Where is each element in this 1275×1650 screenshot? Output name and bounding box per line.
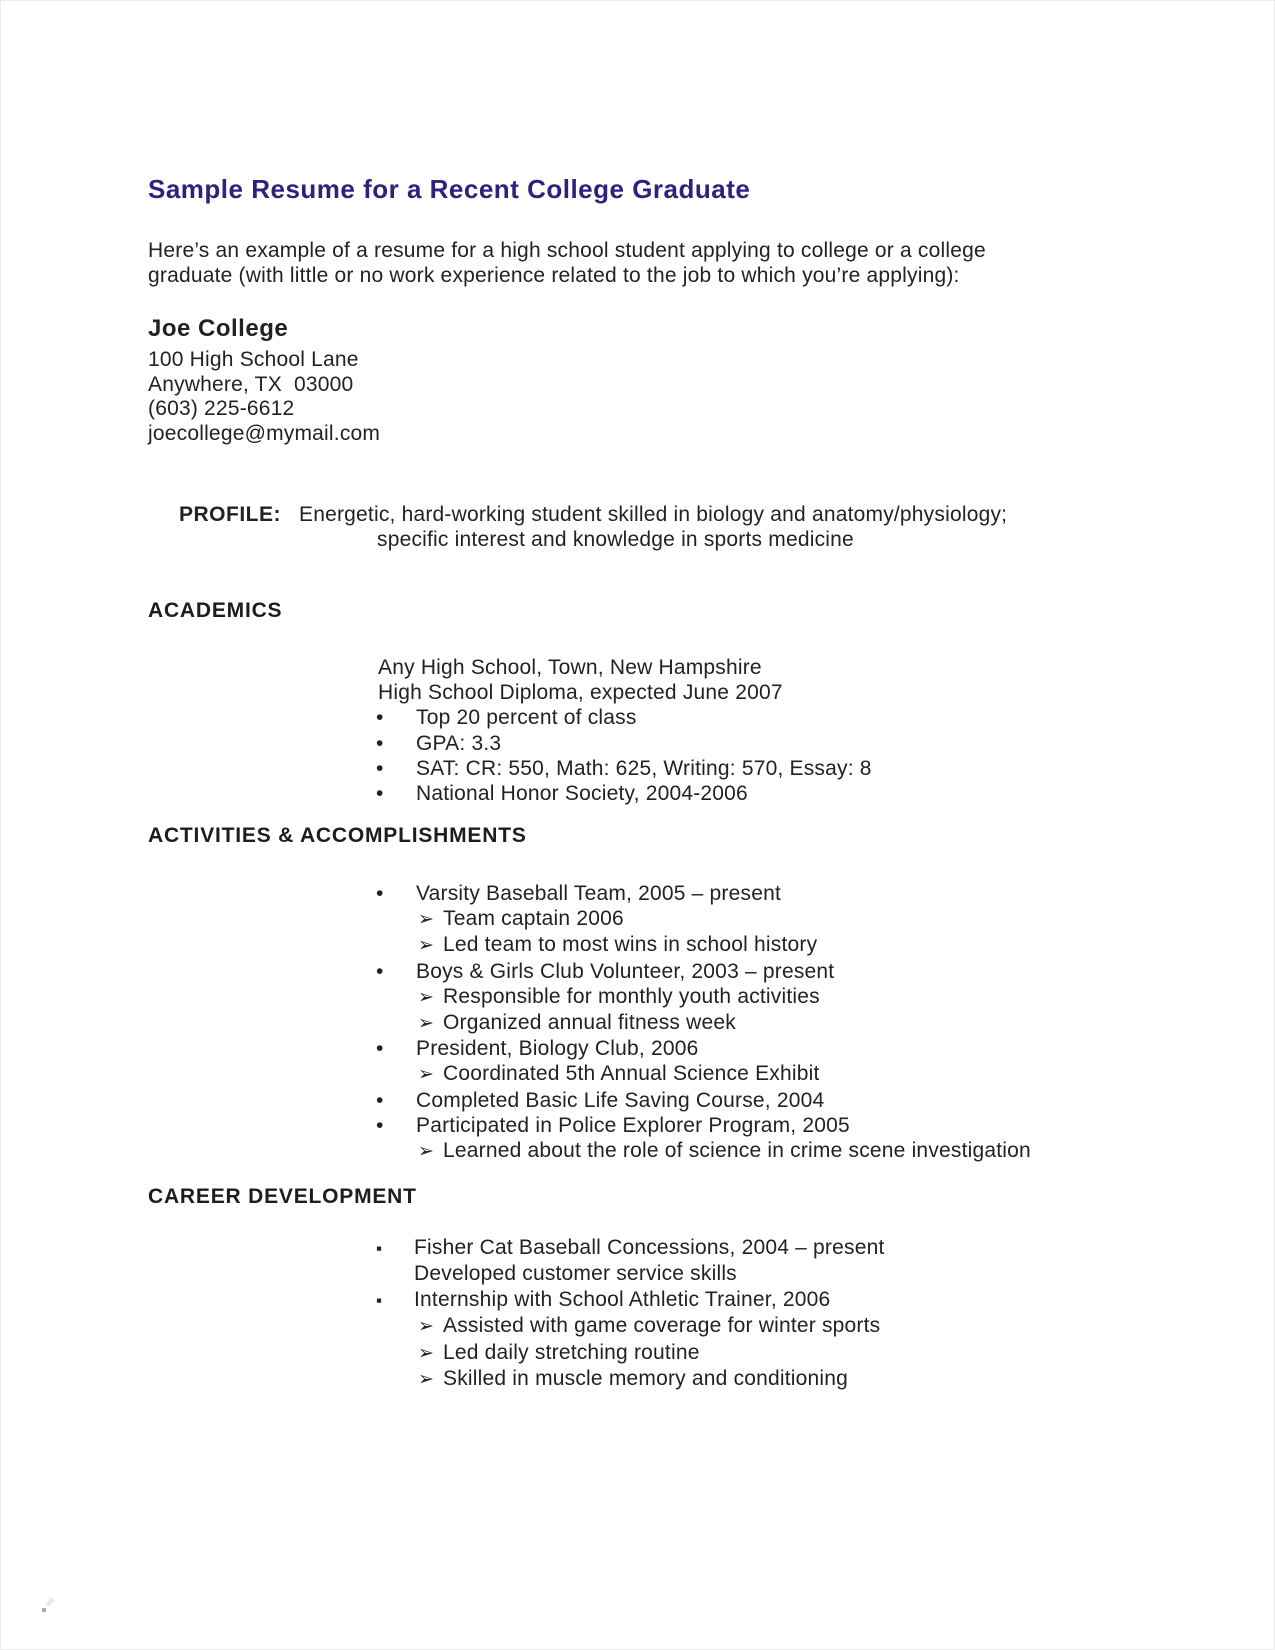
bullet-icon: •	[376, 706, 384, 730]
list-item-text: Completed Basic Life Saving Course, 2004	[416, 1088, 825, 1112]
scan-artifact	[45, 1597, 55, 1607]
bullet-icon: •	[376, 959, 384, 983]
sub-list-item	[376, 984, 1031, 1010]
bullet-icon: •	[376, 756, 384, 780]
list-item	[376, 881, 1031, 906]
intro-paragraph	[148, 239, 986, 288]
sub-list-item-text: Skilled in muscle memory and conditioning	[443, 1367, 849, 1391]
intro-line: Here’s an example of a resume for a high school student applying to college or a college	[148, 239, 986, 262]
sub-list-item	[376, 1340, 885, 1366]
contact-block	[148, 314, 380, 446]
career-content	[376, 1235, 885, 1392]
contact-email: joecollege@mymail.com	[148, 421, 381, 445]
list-item	[376, 1287, 885, 1313]
contact-phone: (603) 225-6612	[148, 397, 295, 421]
sub-list-item	[376, 1010, 1031, 1036]
list-item-text: SAT: CR: 550, Math: 625, Writing: 570, Essay: 8	[416, 756, 872, 780]
page-title: Sample Resume for a Recent College Graduate	[148, 174, 751, 204]
arrow-bullet-icon: ➢	[418, 1315, 435, 1338]
profile-text: Energetic, hard-working student skilled in biology and anatomy/physiology;	[299, 503, 1008, 526]
sub-list-item-text: Led team to most wins in school history	[443, 933, 818, 957]
intro-line: graduate (with little or no work experience related to the job to which you’re applying):	[148, 263, 960, 287]
academics-heading: ACADEMICS	[148, 599, 283, 622]
sub-list-item-text: Organized annual fitness week	[443, 1011, 736, 1035]
sub-list-item	[376, 1366, 885, 1392]
career-heading: CAREER DEVELOPMENT	[148, 1185, 417, 1208]
list-item	[378, 731, 872, 756]
arrow-bullet-icon: ➢	[418, 908, 435, 931]
profile-line	[179, 503, 1007, 528]
list-item-text: National Honor Society, 2004-2006	[416, 782, 748, 806]
contact-street: 100 High School Lane	[148, 348, 359, 371]
diploma-line: High School Diploma, expected June 2007	[378, 681, 783, 705]
list-item-text: Boys & Girls Club Volunteer, 2003 – present	[416, 959, 835, 983]
bullet-icon: •	[376, 731, 384, 755]
profile-text: specific interest and knowledge in sports medicine	[377, 527, 854, 551]
list-item	[378, 781, 872, 806]
list-item	[378, 705, 872, 730]
list-item	[376, 1036, 1031, 1061]
list-item-text: Varsity Baseball Team, 2005 – present	[416, 882, 781, 905]
list-item-text: Participated in Police Explorer Program, 2005	[416, 1113, 850, 1137]
bullet-icon: •	[376, 782, 384, 806]
list-item	[378, 756, 872, 781]
list-item-text: Top 20 percent of class	[416, 706, 637, 730]
arrow-bullet-icon: ➢	[418, 1063, 435, 1086]
list-item	[376, 1113, 1031, 1138]
arrow-bullet-icon: ➢	[418, 1341, 435, 1364]
sub-list-item	[376, 1061, 1031, 1087]
sub-list-item-text: Coordinated 5th Annual Science Exhibit	[443, 1062, 820, 1086]
list-item-text: Fisher Cat Baseball Concessions, 2004 – present	[414, 1236, 885, 1259]
sub-list-item-text: Led daily stretching routine	[443, 1340, 700, 1364]
list-item-text: Internship with School Athletic Trainer, 2006	[414, 1287, 831, 1311]
sub-list-item	[376, 932, 1031, 958]
contact-city-state-zip: Anywhere, TX 03000	[148, 372, 354, 396]
list-item-text: President, Biology Club, 2006	[416, 1037, 699, 1061]
profile-label: PROFILE:	[179, 503, 281, 526]
arrow-bullet-icon: ➢	[418, 1140, 435, 1163]
sub-list-item-text: Team captain 2006	[443, 907, 624, 931]
candidate-name: Joe College	[148, 315, 289, 342]
list-item	[376, 1235, 885, 1261]
arrow-bullet-icon: ➢	[418, 1368, 435, 1391]
arrow-bullet-icon: ➢	[418, 934, 435, 957]
arrow-bullet-icon: ➢	[418, 1012, 435, 1035]
bullet-icon: •	[376, 1037, 384, 1061]
academics-content	[378, 655, 872, 806]
school-line: Any High School, Town, New Hampshire	[378, 656, 762, 679]
list-item-continuation: Developed customer service skills	[414, 1262, 737, 1286]
square-bullet-icon: ▪	[376, 1290, 383, 1310]
square-bullet-icon: ▪	[376, 1239, 383, 1258]
sub-list-item	[376, 906, 1031, 932]
sub-list-item-text: Responsible for monthly youth activities	[443, 984, 820, 1008]
activities-content	[376, 881, 1031, 1164]
sub-list-item-text: Learned about the role of science in crime scene investigation	[443, 1139, 1031, 1163]
list-item	[376, 959, 1031, 984]
bullet-icon: •	[376, 1088, 384, 1112]
sub-list-item	[376, 1313, 885, 1339]
activities-heading: ACTIVITIES & ACCOMPLISHMENTS	[148, 824, 527, 847]
sub-list-item-text: Assisted with game coverage for winter sports	[443, 1314, 881, 1338]
sub-list-item	[376, 1138, 1031, 1164]
scan-artifact	[42, 1608, 46, 1612]
bullet-icon: •	[376, 1113, 384, 1137]
profile-section	[179, 503, 1007, 552]
list-item-text: GPA: 3.3	[416, 731, 502, 755]
list-item	[376, 1088, 1031, 1113]
bullet-icon: •	[376, 882, 384, 905]
arrow-bullet-icon: ➢	[418, 985, 435, 1008]
